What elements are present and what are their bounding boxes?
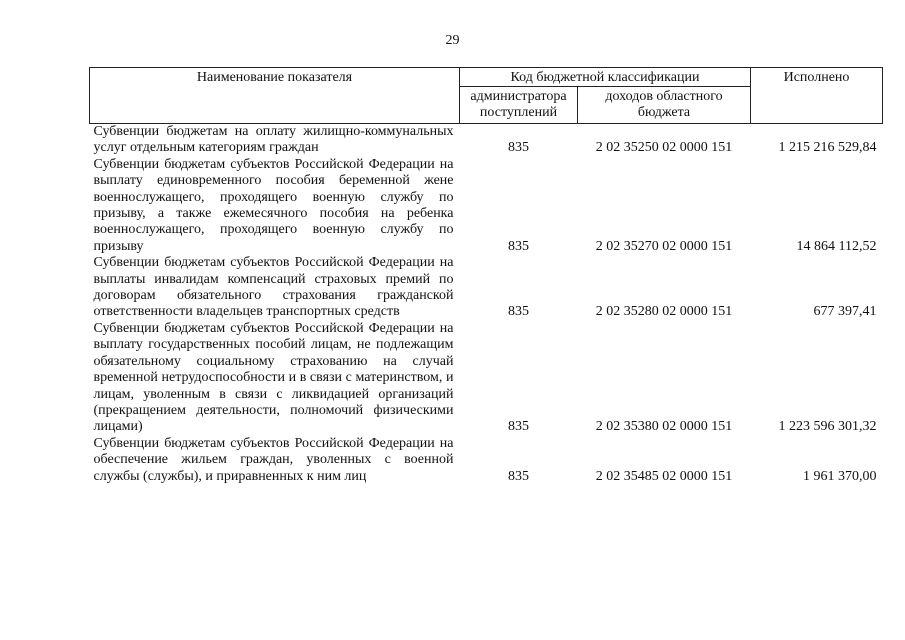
row-revenue-code: 2 02 35270 02 0000 151 [595,238,733,254]
header-indicator-name: Наименование показателя [90,68,460,124]
page-number: 29 [445,33,460,48]
row-administrator-code: 835 [508,304,529,320]
row-indicator-name: Субвенции бюджетам субъектов Российской Федерации на выплату государственных пособий лицам, не подлежащим обязательному социальному страхованию на случай временной нетрудоспособности и в связи с материнством, и лицам, уволенным в связи с ликвидацией организаций (прекращением деятельности, полномочий физическими лицами) [93,320,454,435]
header-budget-classification-code: Код бюджетной классификации [460,68,751,87]
row-indicator-name: Субвенции бюджетам субъектов Российской Федерации на выплаты инвалидам компенсаций страховых премий по договорам обязательного страхования гражданской ответственности владельцев транспортных средств [93,255,454,320]
row-indicator-name: Субвенции бюджетам субъектов Российской Федерации на обеспечение жильем граждан, уволенных с военной службы (службы), и приравненных к ним лиц [93,435,454,484]
row-executed-amount: 1 223 596 301,32 [778,419,877,435]
table-row [90,255,883,321]
row-administrator-code: 835 [508,140,529,156]
table-row [90,436,883,485]
row-revenue-code: 2 02 35250 02 0000 151 [595,140,733,156]
header-regional-budget-revenue: доходов областного бюджета [578,87,751,124]
row-revenue-code: 2 02 35485 02 0000 151 [595,468,733,484]
row-revenue-code: 2 02 35280 02 0000 151 [595,304,733,320]
table-row [90,321,883,436]
row-executed-amount: 1 961 370,00 [803,468,877,484]
row-executed-amount: 1 215 216 529,84 [778,140,877,156]
row-indicator-name: Субвенции бюджетам субъектов Российской Федерации на выплату единовременного пособия беременной жене военнослужащего, проходящего военную службу по призыву, а также ежемесячного пособия на ребенка военнослужащего, проходящего военную службу по призыву [93,156,454,254]
row-revenue-code: 2 02 35380 02 0000 151 [595,419,733,435]
header-executed: Исполнено [751,68,883,124]
row-administrator-code: 835 [508,419,529,435]
row-executed-amount: 14 864 112,52 [796,238,877,254]
row-administrator-code: 835 [508,468,529,484]
row-indicator-name: Субвенции бюджетам на оплату жилищно-коммунальных услуг отдельным категориям граждан [93,124,454,156]
header-administrator: администратора поступлений [460,87,578,124]
row-executed-amount: 677 397,41 [813,304,877,320]
row-administrator-code: 835 [508,238,529,254]
budget-table [89,67,883,485]
table-row [90,157,883,255]
table-row [90,124,883,157]
